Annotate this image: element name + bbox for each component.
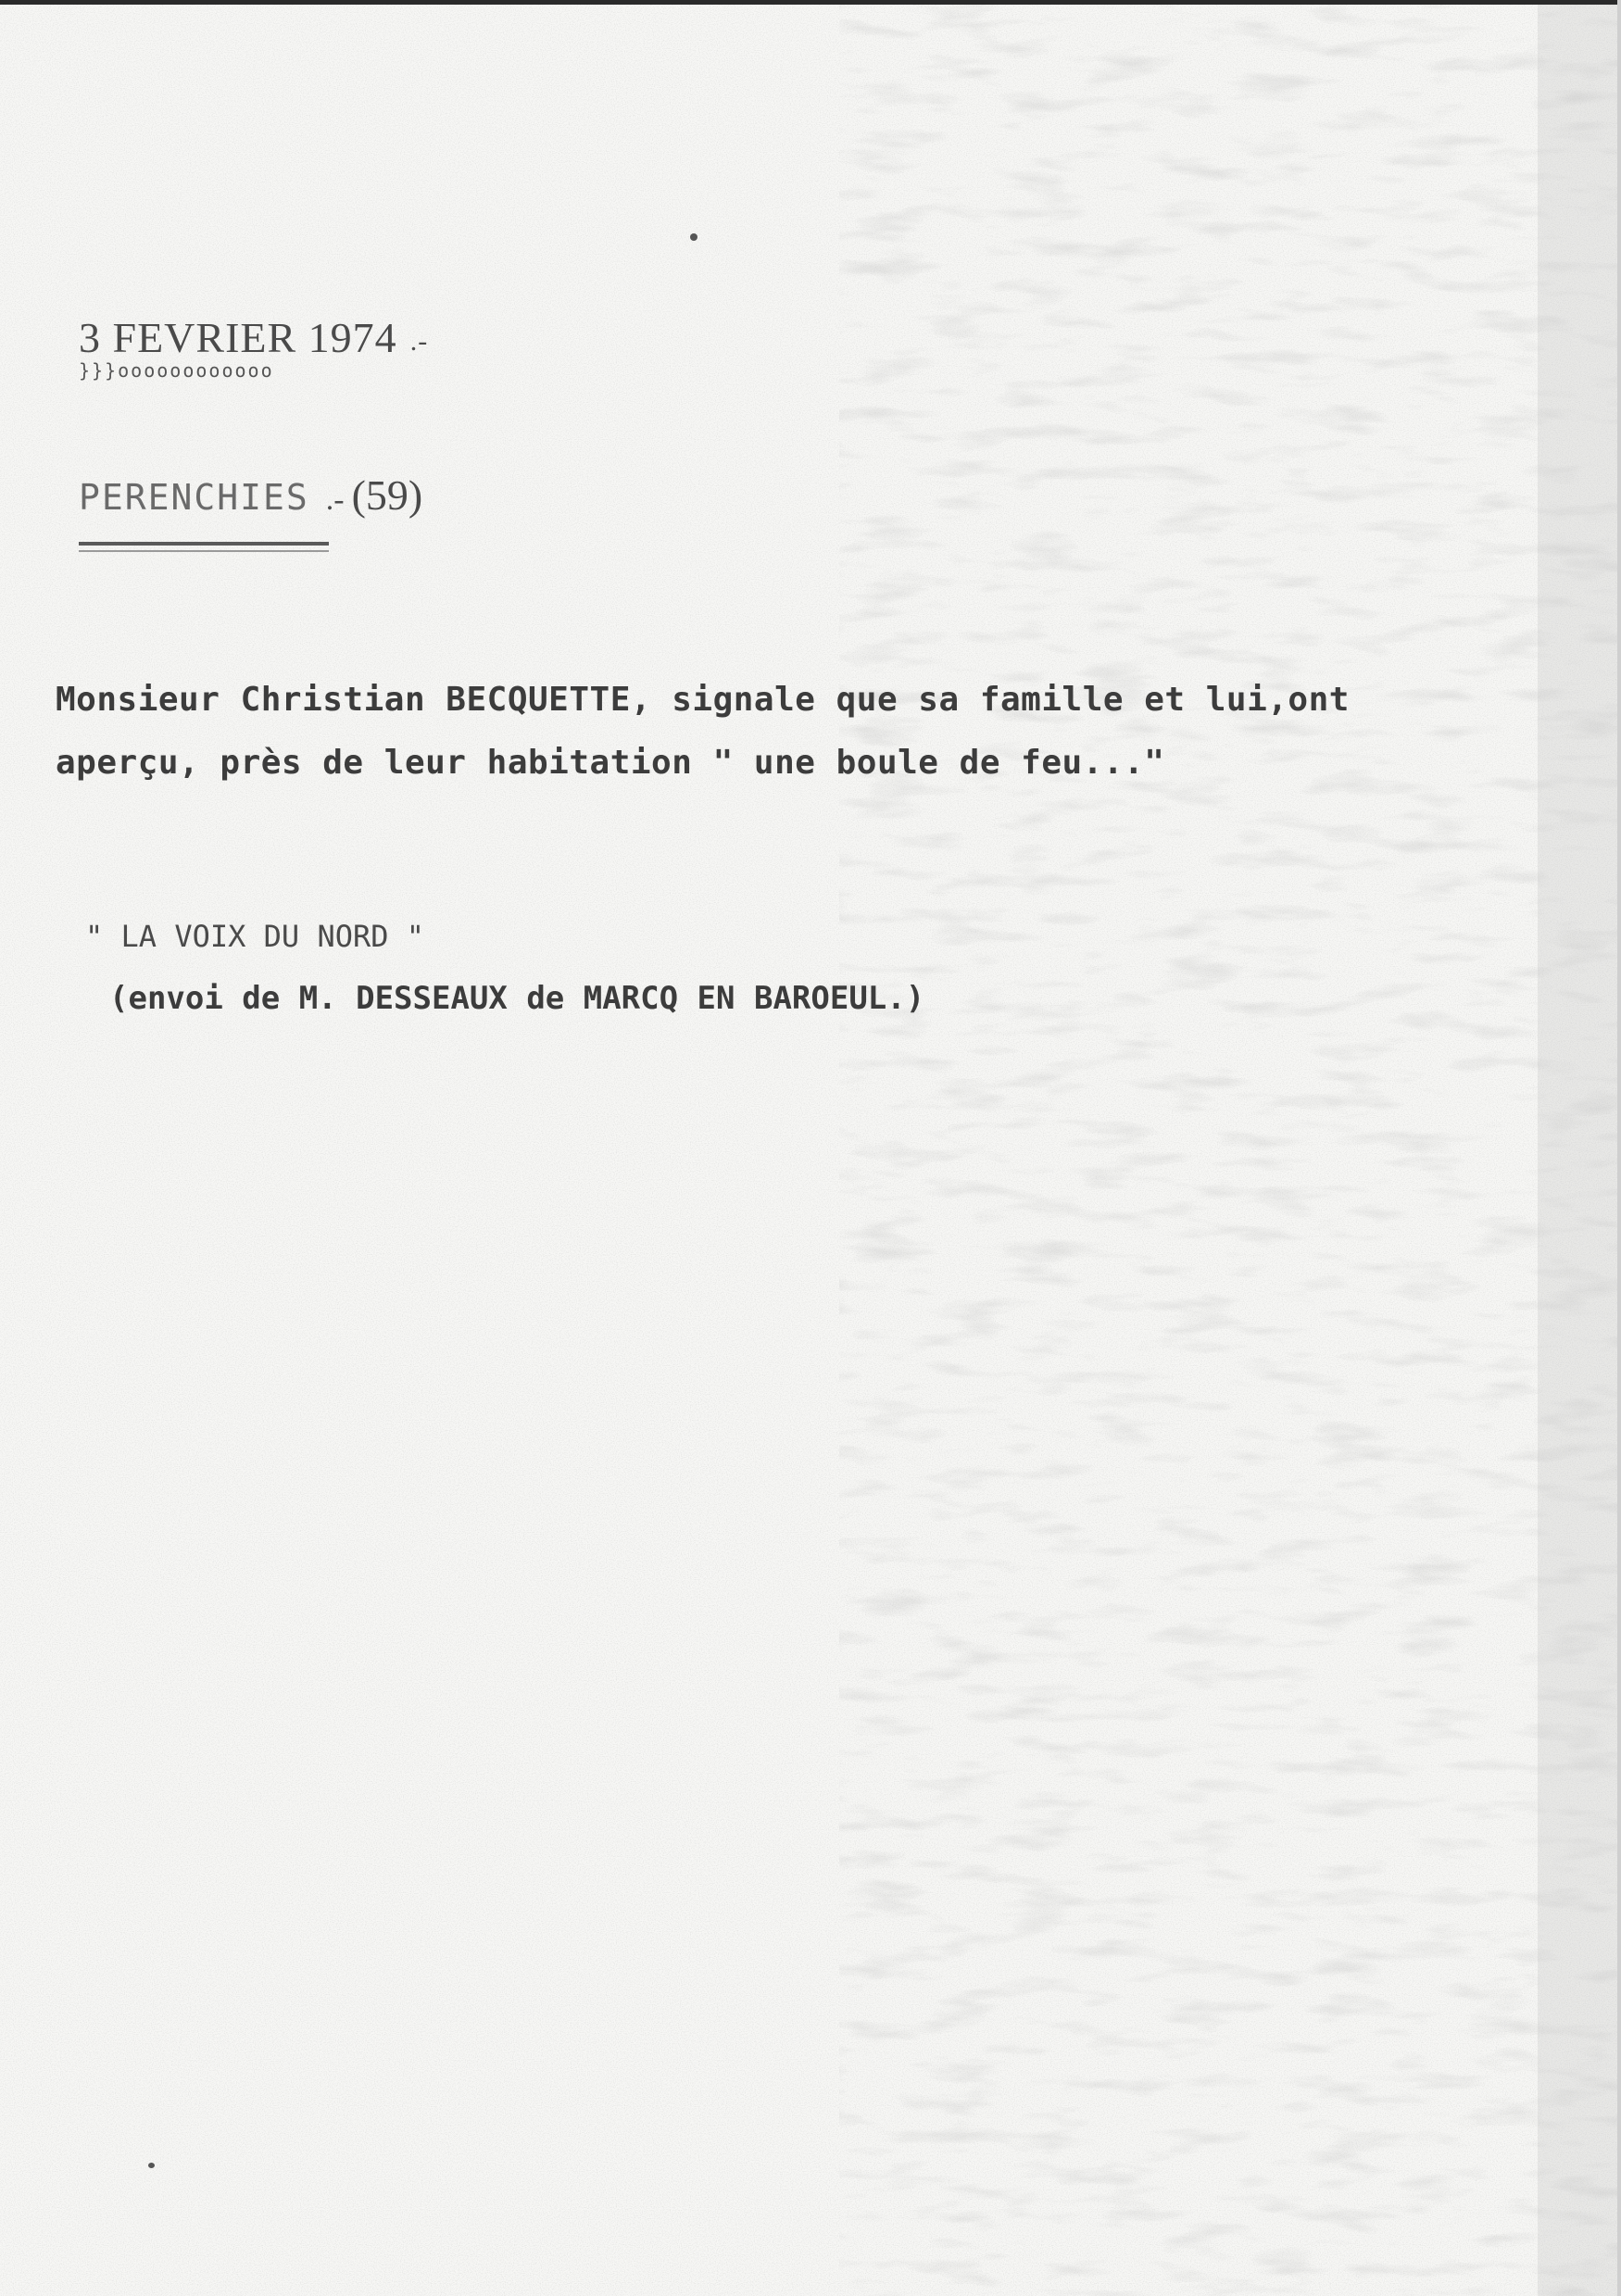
report-body [56,669,1501,795]
report-body-line-2: aperçu, près de leur habitation " une boule de feu..." [56,744,1165,782]
report-location [79,470,422,520]
location-name: PERENCHIES [79,477,309,518]
ink-speck [148,2163,155,2168]
source-sender: (envoi de M. DESSEAUX de MARCQ EN BAROEUL.) [109,980,925,1017]
ink-speck [690,233,697,241]
report-date [79,313,428,362]
location-underline-secondary [79,550,329,552]
report-date-text: 3 FEVRIER 1974 [79,314,397,361]
location-underline [79,542,329,546]
right-edge-shadow [1617,0,1621,2296]
location-separator: .- [325,483,345,517]
report-date-underline: }}}oooooooooooo [79,359,274,382]
source-publication: " LA VOIX DU NORD " [85,919,425,954]
report-body-line-1: Monsieur Christian BECQUETTE, signale que sa famille et lui,ont [56,681,1350,719]
top-edge-rule [0,0,1621,5]
location-department-code: (59) [351,471,423,519]
report-date-suffix: .- [409,326,429,358]
